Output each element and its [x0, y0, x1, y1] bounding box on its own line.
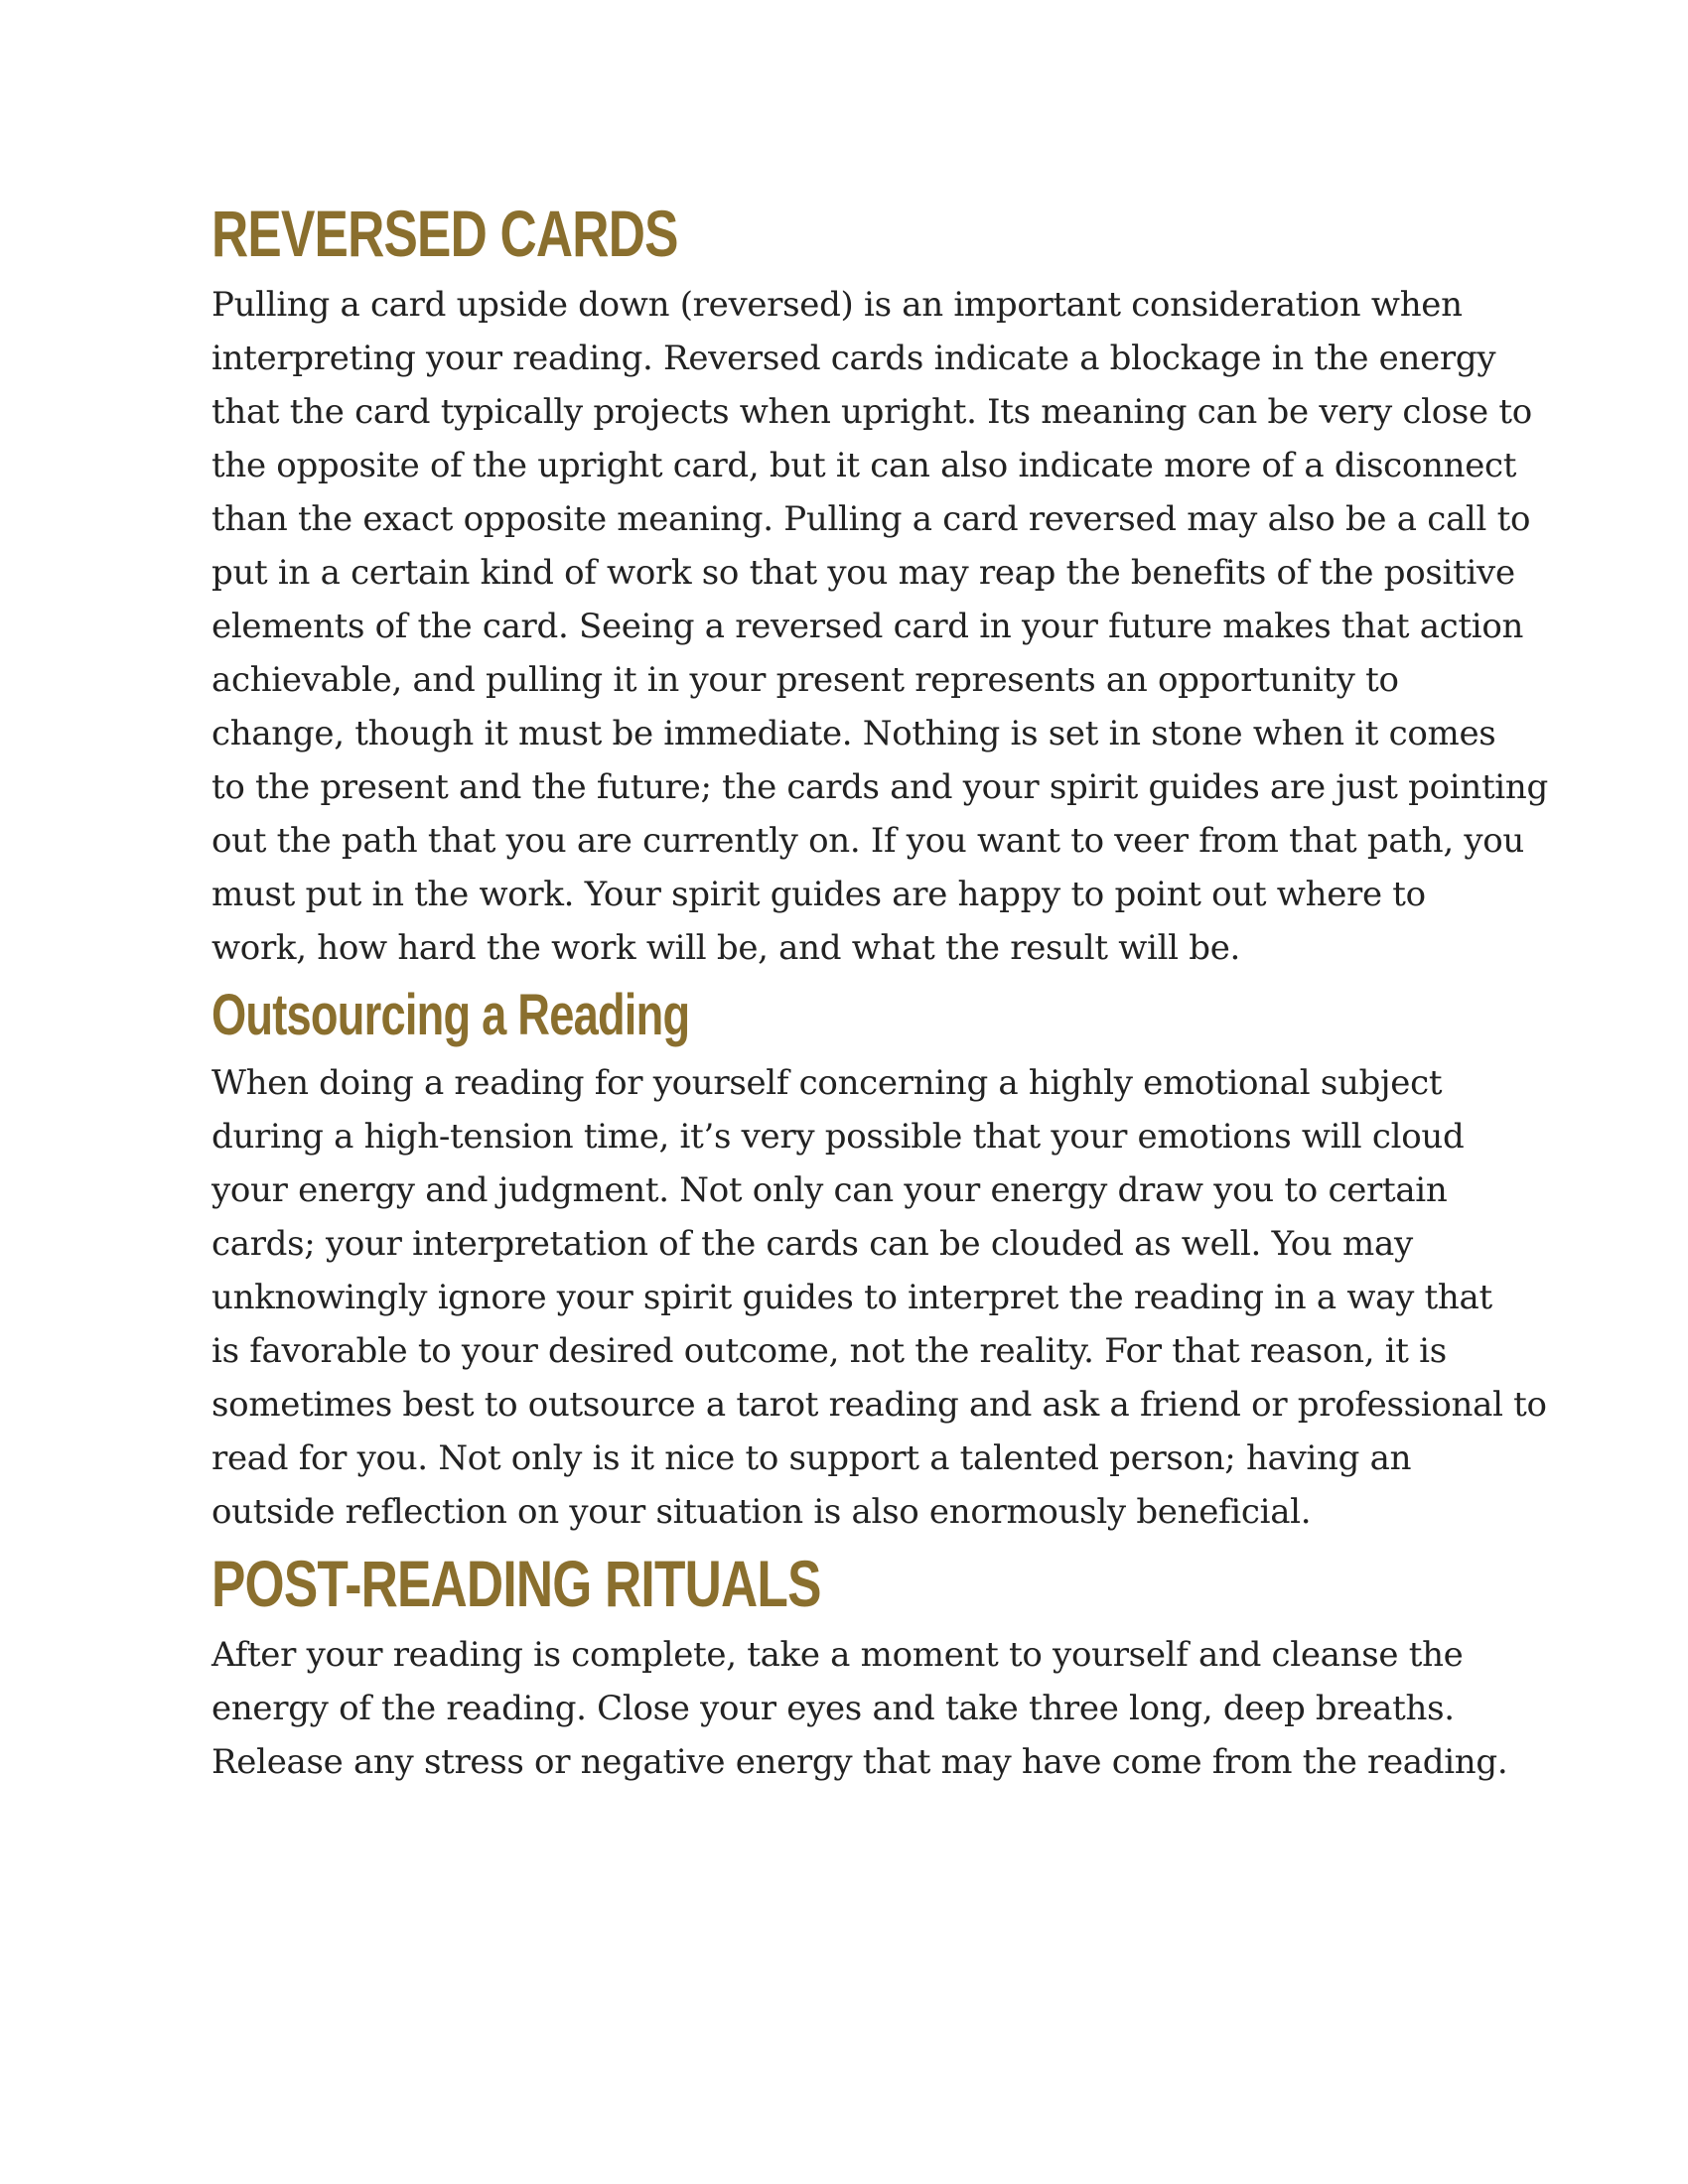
text-line: interpreting your reading. Reversed cards indicate a blockage in the energy — [211, 339, 1496, 378]
text-line: put in a certain kind of work so that you may reap the benefits of the positive — [211, 553, 1515, 593]
text-line: your energy and judgment. Not only can your energy draw you to certain — [211, 1170, 1448, 1210]
text-line: that the card typically projects when upright. Its meaning can be very close to — [211, 392, 1532, 432]
text-line: read for you. Not only is it nice to support a talented person; having an — [211, 1438, 1412, 1478]
text-line: than the exact opposite meaning. Pulling a card reversed may also be a call to — [211, 499, 1531, 539]
text-line: cards; your interpretation of the cards can be clouded as well. You may — [211, 1224, 1413, 1264]
text-line: to the present and the future; the cards and your spirit guides are just pointing — [211, 767, 1548, 807]
text-line: When doing a reading for yourself concerning a highly emotional subject — [211, 1063, 1443, 1103]
text-line: is favorable to your desired outcome, not the reality. For that reason, it is — [211, 1331, 1447, 1371]
text-line: outside reflection on your situation is also enormously beneficial. — [211, 1492, 1312, 1532]
paragraph-post-reading-rituals — [211, 1628, 1508, 1789]
document-page — [211, 189, 1548, 1789]
text-line: After your reading is complete, take a moment to yourself and cleanse the — [211, 1635, 1464, 1675]
text-line: the opposite of the upright card, but it can also indicate more of a disconnect — [211, 446, 1517, 485]
text-line: achievable, and pulling it in your present represents an opportunity to — [211, 660, 1399, 700]
text-line: change, though it must be immediate. Nothing is set in stone when it comes — [211, 714, 1496, 753]
text-line: Release any stress or negative energy that may have come from the reading. — [211, 1742, 1508, 1782]
text-line: work, how hard the work will be, and what the result will be. — [211, 928, 1241, 968]
heading-post-reading-rituals: POST-READING RITUALS — [211, 1547, 821, 1620]
paragraph-outsourcing-a-reading — [211, 1056, 1547, 1539]
text-line: during a high-tension time, it’s very possible that your emotions will cloud — [211, 1117, 1465, 1157]
text-line: sometimes best to outsource a tarot reading and ask a friend or professional to — [211, 1385, 1547, 1425]
paragraph-reversed-cards — [211, 278, 1548, 975]
text-line: unknowingly ignore your spirit guides to interpret the reading in a way that — [211, 1278, 1492, 1317]
text-line: elements of the card. Seeing a reversed card in your future makes that action — [211, 607, 1524, 646]
heading-reversed-cards: REVERSED CARDS — [211, 197, 678, 270]
text-line: Pulling a card upside down (reversed) is an important consideration when — [211, 285, 1463, 325]
heading-outsourcing-a-reading: Outsourcing a Reading — [211, 983, 690, 1047]
text-line: out the path that you are currently on. If you want to veer from that path, you — [211, 821, 1525, 861]
text-line: must put in the work. Your spirit guides are happy to point out where to — [211, 875, 1426, 914]
text-line: energy of the reading. Close your eyes and take three long, deep breaths. — [211, 1689, 1455, 1728]
